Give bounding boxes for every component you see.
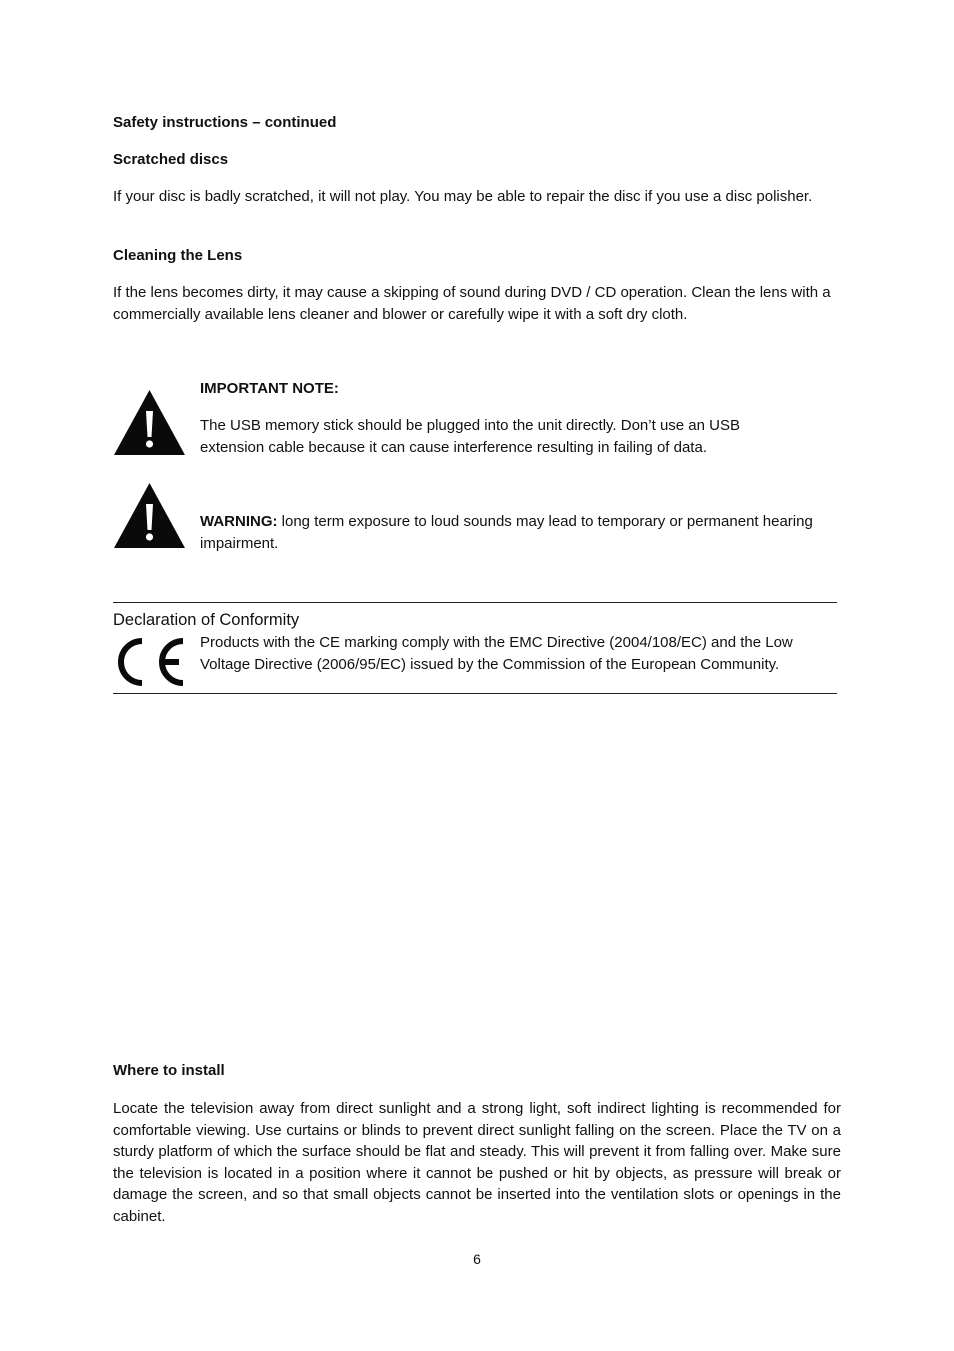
important-note-text: The USB memory stick should be plugged into the unit directly. Don’t use an USB extension cable because it can cause interference resulting in failing of data. — [200, 417, 740, 456]
cleaning-lens-text: If the lens becomes dirty, it may cause a skipping of sound during DVD / CD operation. Clean the lens with a commercially available lens cleaner and blower or carefully wipe it with a soft dry cloth. — [113, 284, 831, 323]
conformity-text: Products with the CE marking comply with the EMC Directive (2004/108/EC) and the Low Voltage Directive (2006/95/EC) issued by the Commission of the European Community. — [200, 634, 793, 673]
cleaning-lens-heading: Cleaning the Lens — [113, 247, 243, 264]
warning-label: WARNING: — [200, 513, 278, 530]
conformity-title: Declaration of Conformity — [113, 611, 300, 629]
page-number: 6 — [473, 1251, 481, 1267]
where-to-install-text: Locate the television away from direct sunlight and a strong light, soft indirect lighting is recommended for comfortable viewing. Use curtains or blinds to prevent direct sunlight falling on the screen. Place the TV on a sturdy platform of which the surface should be flat and steady. This will prevent it from falling over. Make sure the television is located in a position where it cannot be pushed or hit by objects, as pressure will break or damage the screen, and so that small objects cannot be inserted into the ventilation slots or openings in the cabinet. — [113, 1100, 841, 1225]
warning-text: long term exposure to loud sounds may lead to temporary or permanent hearing impairment. — [200, 513, 813, 552]
ce-mark-icon — [113, 636, 187, 688]
warning-triangle-icon — [113, 482, 186, 549]
warning-text-block — [200, 511, 815, 554]
scratched-discs-text: If your disc is badly scratched, it will not play. You may be able to repair the disc if you use a disc polisher. — [113, 188, 813, 205]
scratched-discs-heading: Scratched discs — [113, 151, 229, 168]
top-divider — [113, 602, 837, 603]
where-to-install-heading: Where to install — [113, 1062, 225, 1079]
important-note-heading: IMPORTANT NOTE: — [200, 380, 339, 397]
warning-triangle-icon — [113, 389, 186, 456]
section-title: Safety instructions – continued — [113, 114, 337, 131]
bottom-divider — [113, 693, 837, 694]
